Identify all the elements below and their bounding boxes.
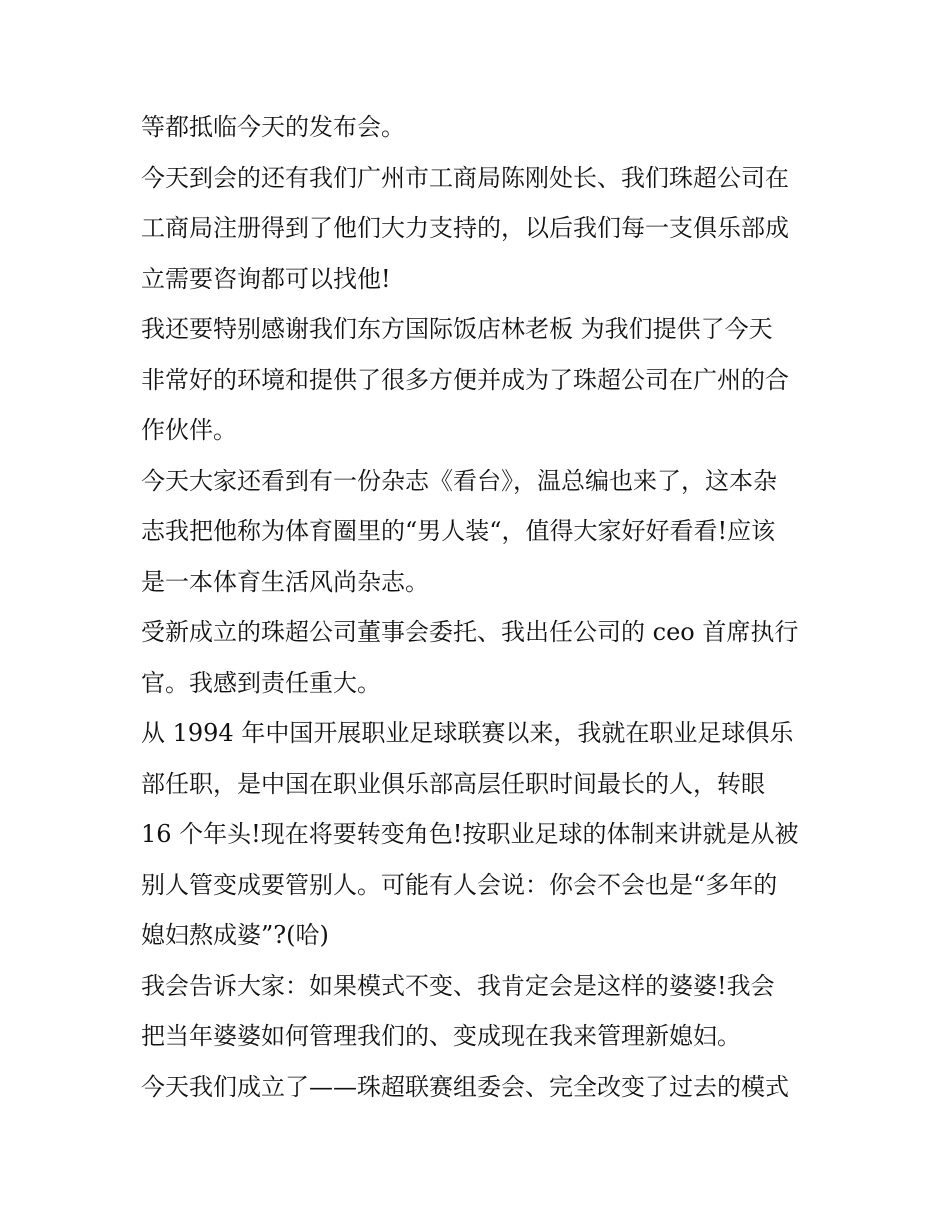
text-line: 今天大家还看到有一份杂志《看台》，温总编也来了，这本杂 xyxy=(141,466,777,495)
text-line: 今天到会的还有我们广州市工商局陈刚处长、我们珠超公司在 xyxy=(141,163,789,192)
document-body xyxy=(141,108,816,1106)
text-line: 从 1994 年中国开展职业足球联赛以来，我就在职业足球俱乐 xyxy=(141,719,794,747)
text-line: 工商局注册得到了他们大力支持的，以后我们每一支俱乐部成 xyxy=(141,214,789,242)
text-line: 今天我们成立了——珠超联赛组委会、完全改变了过去的模式 xyxy=(141,1072,789,1101)
text-line: 我会告诉大家：如果模式不变、我肯定会是这样的婆婆!我会 xyxy=(141,971,775,1000)
text-line: 非常好的环境和提供了很多方便并成为了珠超公司在广州的合 xyxy=(141,365,789,394)
text-line: 媳妇熬成婆”?(哈) xyxy=(141,921,329,949)
text-line: 立需要咨询都可以找他! xyxy=(141,264,391,293)
text-line: 别人管变成要管别人。可能有人会说：你会不会也是“多年的 xyxy=(141,870,778,899)
text-line: 受新成立的珠超公司董事会委托、我出任公司的 ceo 首席执行 xyxy=(141,618,799,646)
text-line: 等都抵临今天的发布会。 xyxy=(141,113,405,141)
text-line: 部任职，是中国在职业俱乐部高层任职时间最长的人，转眼 xyxy=(141,769,765,798)
text-line: 我还要特别感谢我们东方国际饭店林老板 为我们提供了今天 xyxy=(141,315,773,343)
text-line: 是一本体育生活风尚杂志。 xyxy=(141,567,429,596)
text-line: 志我把他称为体育圈里的“男人装“，值得大家好好看看!应该 xyxy=(141,517,776,545)
text-line: 官。我感到责任重大。 xyxy=(141,668,381,697)
text-line: 把当年婆婆如何管理我们的、变成现在我来管理新媳妇。 xyxy=(141,1022,741,1050)
text-line: 作伙伴。 xyxy=(141,416,237,444)
text-line: 16 个年头!现在将要转变角色!按职业足球的体制来讲就是从被 xyxy=(141,820,799,848)
